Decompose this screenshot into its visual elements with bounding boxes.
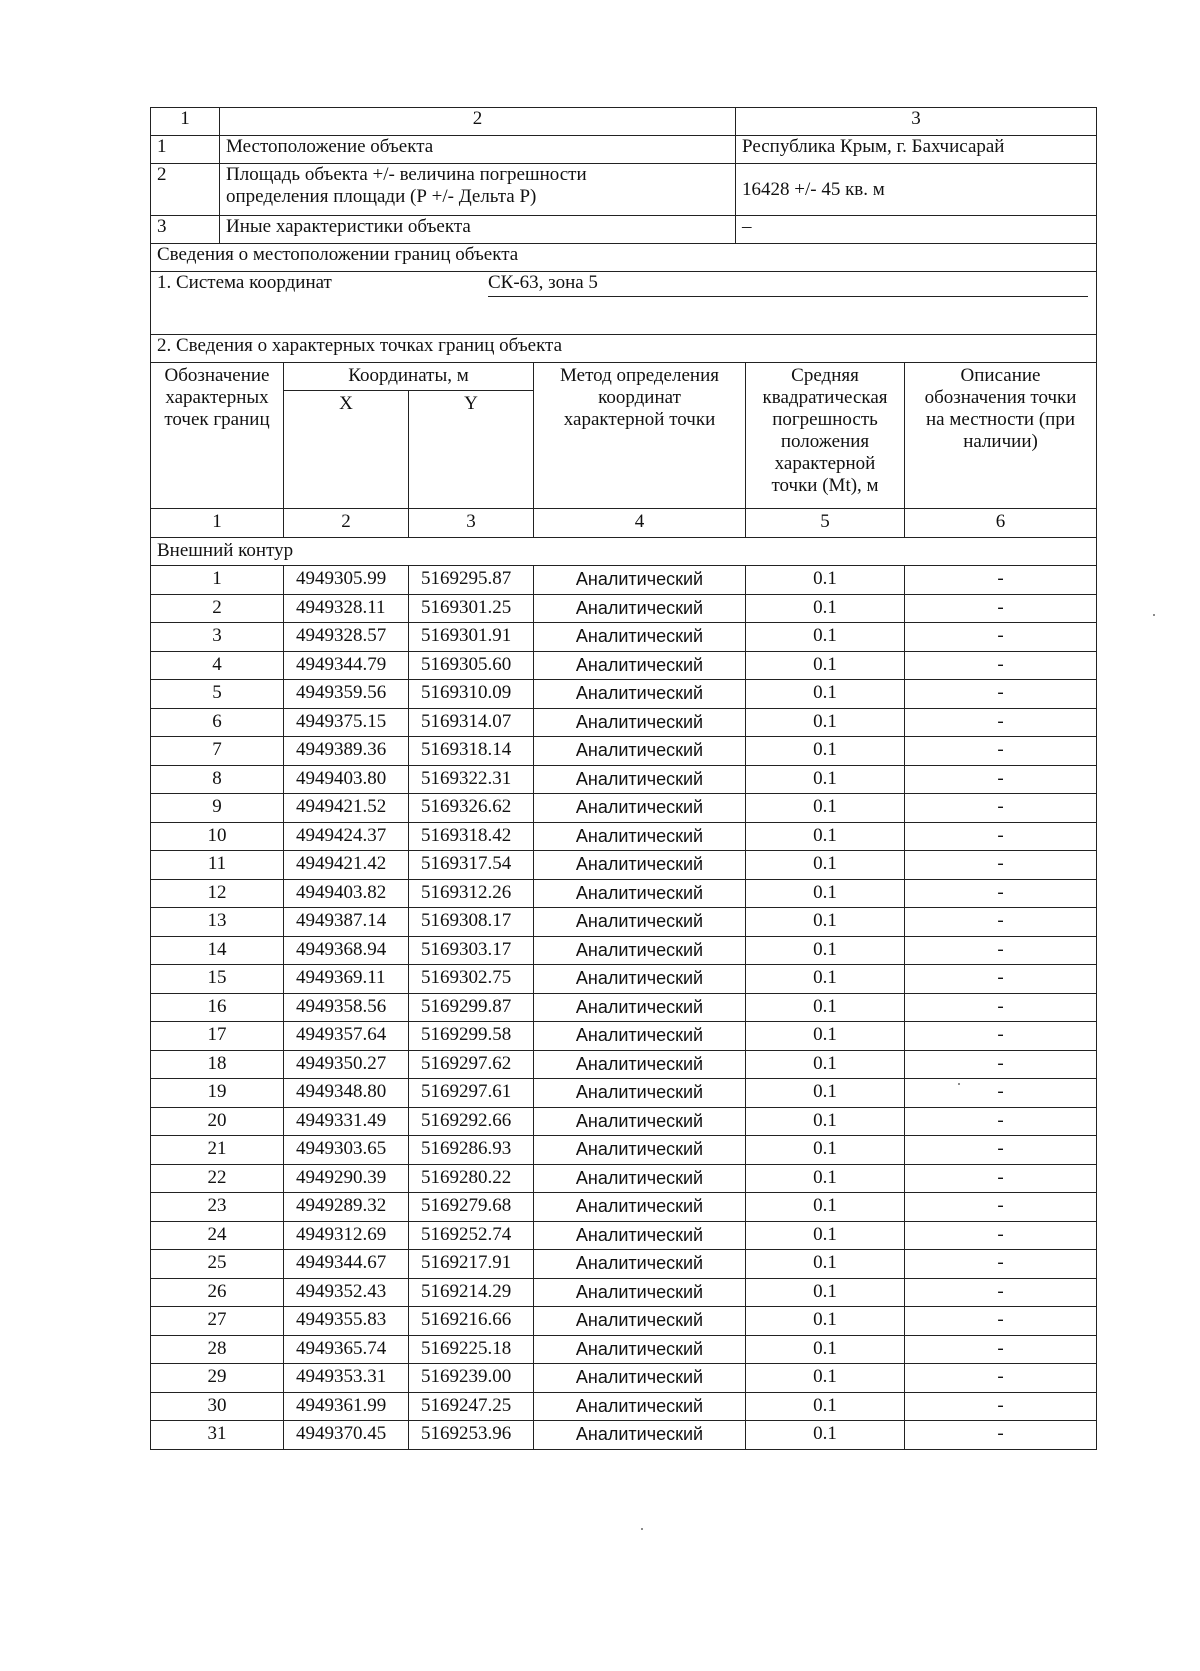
point-method: Аналитический [534,1421,746,1450]
table-row [151,1421,1097,1450]
point-x: 4949424.37 [284,822,409,851]
info-row [151,164,1097,216]
point-y: 5169301.91 [409,623,534,652]
scan-speck [1153,614,1155,616]
column-number-row [151,509,1097,538]
table-row [151,737,1097,766]
point-number: 5 [151,680,284,709]
point-method: Аналитический [534,765,746,794]
point-description: - [905,680,1097,709]
point-description: - [905,708,1097,737]
point-y: 5169214.29 [409,1278,534,1307]
point-y: 5169217.91 [409,1250,534,1279]
point-number: 3 [151,623,284,652]
point-description: - [905,1278,1097,1307]
point-mt: 0.1 [746,594,905,623]
point-method: Аналитический [534,822,746,851]
point-description: - [905,822,1097,851]
table-row [151,1050,1097,1079]
point-y: 5169299.87 [409,993,534,1022]
point-description: - [905,965,1097,994]
col-number-6: 6 [905,509,1097,538]
coord-system-value: СК-63, зона 5 [488,272,598,293]
point-description: - [905,1107,1097,1136]
point-description: - [905,1364,1097,1393]
point-method: Аналитический [534,794,746,823]
point-x: 4949389.36 [284,737,409,766]
point-x: 4949403.80 [284,765,409,794]
point-x: 4949421.42 [284,851,409,880]
point-x: 4949290.39 [284,1164,409,1193]
point-number: 11 [151,851,284,880]
section-location-title: Сведения о местоположении границ объекта [151,244,1097,272]
point-mt: 0.1 [746,1164,905,1193]
table-row [151,936,1097,965]
point-number: 4 [151,651,284,680]
point-mt: 0.1 [746,851,905,880]
header-y: Y [409,391,534,509]
point-y: 5169301.25 [409,594,534,623]
contour-row [151,537,1097,566]
point-number: 15 [151,965,284,994]
point-x: 4949312.69 [284,1221,409,1250]
table-row [151,1278,1097,1307]
header-designation: Обозначение характерных точек границ [151,363,284,509]
point-description: - [905,908,1097,937]
point-number: 30 [151,1392,284,1421]
point-x: 4949369.11 [284,965,409,994]
point-number: 14 [151,936,284,965]
point-x: 4949365.74 [284,1335,409,1364]
point-y: 5169292.66 [409,1107,534,1136]
info-row [151,216,1097,244]
point-y: 5169253.96 [409,1421,534,1450]
point-description: - [905,623,1097,652]
table-row [151,1392,1097,1421]
info-row-label: Площадь объекта +/- величина погрешности определения площади (Р +/- Дельта Р) [220,164,736,216]
point-mt: 0.1 [746,1421,905,1450]
coord-system-underline [488,296,1088,297]
table-row [151,566,1097,595]
table-row [151,1307,1097,1336]
point-method: Аналитический [534,1107,746,1136]
point-number: 24 [151,1221,284,1250]
table-row [151,965,1097,994]
point-mt: 0.1 [746,822,905,851]
point-description: - [905,594,1097,623]
point-y: 5169310.09 [409,680,534,709]
point-method: Аналитический [534,1364,746,1393]
table-row [151,1250,1097,1279]
point-number: 27 [151,1307,284,1336]
info-row-value: Республика Крым, г. Бахчисарай [736,136,1097,164]
info-row-number: 2 [151,164,220,216]
info-row-label: Местоположение объекта [220,136,736,164]
point-method: Аналитический [534,965,746,994]
table-row [151,1221,1097,1250]
point-description: - [905,1307,1097,1336]
point-method: Аналитический [534,936,746,965]
point-number: 10 [151,822,284,851]
point-number: 18 [151,1050,284,1079]
point-description: - [905,1193,1097,1222]
point-method: Аналитический [534,680,746,709]
point-number: 29 [151,1364,284,1393]
point-method: Аналитический [534,594,746,623]
point-x: 4949370.45 [284,1421,409,1450]
point-number: 13 [151,908,284,937]
table-row [151,623,1097,652]
point-mt: 0.1 [746,1050,905,1079]
point-description: - [905,1022,1097,1051]
point-number: 26 [151,1278,284,1307]
col-number-2: 2 [220,108,736,136]
point-y: 5169295.87 [409,566,534,595]
point-method: Аналитический [534,1335,746,1364]
point-description: - [905,651,1097,680]
point-x: 4949421.52 [284,794,409,823]
point-description: - [905,1164,1097,1193]
table-row [151,651,1097,680]
point-y: 5169286.93 [409,1136,534,1165]
col-number-1: 1 [151,509,284,538]
point-x: 4949359.56 [284,680,409,709]
point-y: 5169303.17 [409,936,534,965]
point-y: 5169299.58 [409,1022,534,1051]
point-y: 5169308.17 [409,908,534,937]
point-y: 5169318.14 [409,737,534,766]
point-description: - [905,1050,1097,1079]
coord-system-cell [151,272,1097,335]
point-mt: 0.1 [746,651,905,680]
point-description: - [905,794,1097,823]
point-x: 4949328.57 [284,623,409,652]
point-method: Аналитический [534,1392,746,1421]
info-row [151,136,1097,164]
point-y: 5169322.31 [409,765,534,794]
table-row [151,1136,1097,1165]
point-number: 19 [151,1079,284,1108]
point-number: 1 [151,566,284,595]
col-number-3: 3 [736,108,1097,136]
point-mt: 0.1 [746,708,905,737]
point-mt: 0.1 [746,737,905,766]
point-description: - [905,737,1097,766]
point-number: 25 [151,1250,284,1279]
point-x: 4949355.83 [284,1307,409,1336]
point-number: 31 [151,1421,284,1450]
point-mt: 0.1 [746,1136,905,1165]
point-x: 4949305.99 [284,566,409,595]
point-description: - [905,1221,1097,1250]
point-mt: 0.1 [746,623,905,652]
point-number: 8 [151,765,284,794]
header-description: Описание обозначения точки на местности (при наличии) [905,363,1097,509]
point-method: Аналитический [534,851,746,880]
point-method: Аналитический [534,737,746,766]
scan-speck [958,1083,960,1085]
contour-label: Внешний контур [151,537,1097,566]
point-y: 5169305.60 [409,651,534,680]
point-y: 5169216.66 [409,1307,534,1336]
table-row [151,1364,1097,1393]
point-number: 23 [151,1193,284,1222]
point-mt: 0.1 [746,936,905,965]
point-x: 4949352.43 [284,1278,409,1307]
point-mt: 0.1 [746,794,905,823]
point-y: 5169297.62 [409,1050,534,1079]
point-number: 22 [151,1164,284,1193]
point-mt: 0.1 [746,879,905,908]
point-x: 4949303.65 [284,1136,409,1165]
point-description: - [905,851,1097,880]
table-row [151,1193,1097,1222]
point-x: 4949361.99 [284,1392,409,1421]
table-row [151,680,1097,709]
point-y: 5169239.00 [409,1364,534,1393]
point-method: Аналитический [534,1307,746,1336]
point-x: 4949353.31 [284,1364,409,1393]
point-description: - [905,1335,1097,1364]
point-method: Аналитический [534,708,746,737]
section-points-title: 2. Сведения о характерных точках границ объекта [151,335,1097,363]
point-method: Аналитический [534,1022,746,1051]
point-method: Аналитический [534,908,746,937]
point-number: 28 [151,1335,284,1364]
point-x: 4949348.80 [284,1079,409,1108]
point-description: - [905,1392,1097,1421]
point-y: 5169247.25 [409,1392,534,1421]
point-method: Аналитический [534,566,746,595]
point-mt: 0.1 [746,1307,905,1336]
point-method: Аналитический [534,1193,746,1222]
point-x: 4949289.32 [284,1193,409,1222]
point-method: Аналитический [534,1250,746,1279]
scan-speck [641,1528,643,1530]
point-method: Аналитический [534,1221,746,1250]
table-row [151,1107,1097,1136]
column-number-row [151,108,1097,136]
table-row [151,1079,1097,1108]
point-number: 2 [151,594,284,623]
point-mt: 0.1 [746,1250,905,1279]
table-row [151,908,1097,937]
point-method: Аналитический [534,651,746,680]
point-y: 5169225.18 [409,1335,534,1364]
point-x: 4949387.14 [284,908,409,937]
point-description: - [905,1079,1097,1108]
table-row [151,1335,1097,1364]
point-number: 9 [151,794,284,823]
table-row [151,765,1097,794]
point-x: 4949344.79 [284,651,409,680]
point-description: - [905,1136,1097,1165]
point-description: - [905,765,1097,794]
info-row-label: Иные характеристики объекта [220,216,736,244]
point-number: 17 [151,1022,284,1051]
point-number: 6 [151,708,284,737]
point-mt: 0.1 [746,1022,905,1051]
point-description: - [905,936,1097,965]
col-number-2: 2 [284,509,409,538]
point-y: 5169317.54 [409,851,534,880]
point-mt: 0.1 [746,993,905,1022]
table-row [151,1164,1097,1193]
point-mt: 0.1 [746,1221,905,1250]
point-x: 4949328.11 [284,594,409,623]
point-mt: 0.1 [746,1335,905,1364]
info-row-value: 16428 +/- 45 кв. м [736,164,1097,216]
point-x: 4949403.82 [284,879,409,908]
point-method: Аналитический [534,1079,746,1108]
point-mt: 0.1 [746,1107,905,1136]
header-error: Средняя квадратическая погрешность положения характерной точки (Mt), м [746,363,905,509]
point-x: 4949350.27 [284,1050,409,1079]
point-x: 4949368.94 [284,936,409,965]
section-row [151,244,1097,272]
table-row [151,708,1097,737]
header-x: X [284,391,409,509]
point-number: 7 [151,737,284,766]
point-method: Аналитический [534,1136,746,1165]
point-mt: 0.1 [746,566,905,595]
point-method: Аналитический [534,879,746,908]
point-method: Аналитический [534,1050,746,1079]
info-row-number: 3 [151,216,220,244]
coord-system-label: 1. Система координат [157,272,332,293]
coord-system-row [151,272,1097,335]
point-method: Аналитический [534,1164,746,1193]
point-y: 5169326.62 [409,794,534,823]
point-mt: 0.1 [746,680,905,709]
col-number-5: 5 [746,509,905,538]
point-description: - [905,1421,1097,1450]
point-description: - [905,993,1097,1022]
point-y: 5169280.22 [409,1164,534,1193]
table-row [151,879,1097,908]
point-mt: 0.1 [746,1364,905,1393]
point-method: Аналитический [534,1278,746,1307]
table-row [151,993,1097,1022]
header-method: Метод определения координат характерной точки [534,363,746,509]
point-description: - [905,566,1097,595]
document-page [150,107,1096,1450]
point-number: 20 [151,1107,284,1136]
points-table [150,362,1097,1450]
point-mt: 0.1 [746,1278,905,1307]
col-number-4: 4 [534,509,746,538]
points-body [151,566,1097,1450]
point-y: 5169302.75 [409,965,534,994]
table-row [151,794,1097,823]
point-y: 5169297.61 [409,1079,534,1108]
point-description: - [905,879,1097,908]
point-y: 5169312.26 [409,879,534,908]
col-number-3: 3 [409,509,534,538]
point-number: 16 [151,993,284,1022]
table-row [151,822,1097,851]
table-row [151,594,1097,623]
points-header-row [151,363,1097,391]
point-mt: 0.1 [746,1079,905,1108]
table-row [151,851,1097,880]
point-mt: 0.1 [746,1193,905,1222]
point-x: 4949375.15 [284,708,409,737]
point-mt: 0.1 [746,765,905,794]
object-info-table [150,107,1097,363]
section-row [151,335,1097,363]
point-y: 5169314.07 [409,708,534,737]
info-row-value: – [736,216,1097,244]
point-x: 4949358.56 [284,993,409,1022]
col-number-1: 1 [151,108,220,136]
point-method: Аналитический [534,623,746,652]
header-coords: Координаты, м [284,363,534,391]
point-mt: 0.1 [746,908,905,937]
point-x: 4949331.49 [284,1107,409,1136]
point-y: 5169252.74 [409,1221,534,1250]
point-description: - [905,1250,1097,1279]
info-row-number: 1 [151,136,220,164]
table-row [151,1022,1097,1051]
point-x: 4949344.67 [284,1250,409,1279]
point-method: Аналитический [534,993,746,1022]
point-number: 21 [151,1136,284,1165]
point-mt: 0.1 [746,965,905,994]
point-y: 5169318.42 [409,822,534,851]
point-x: 4949357.64 [284,1022,409,1051]
point-y: 5169279.68 [409,1193,534,1222]
point-number: 12 [151,879,284,908]
point-mt: 0.1 [746,1392,905,1421]
